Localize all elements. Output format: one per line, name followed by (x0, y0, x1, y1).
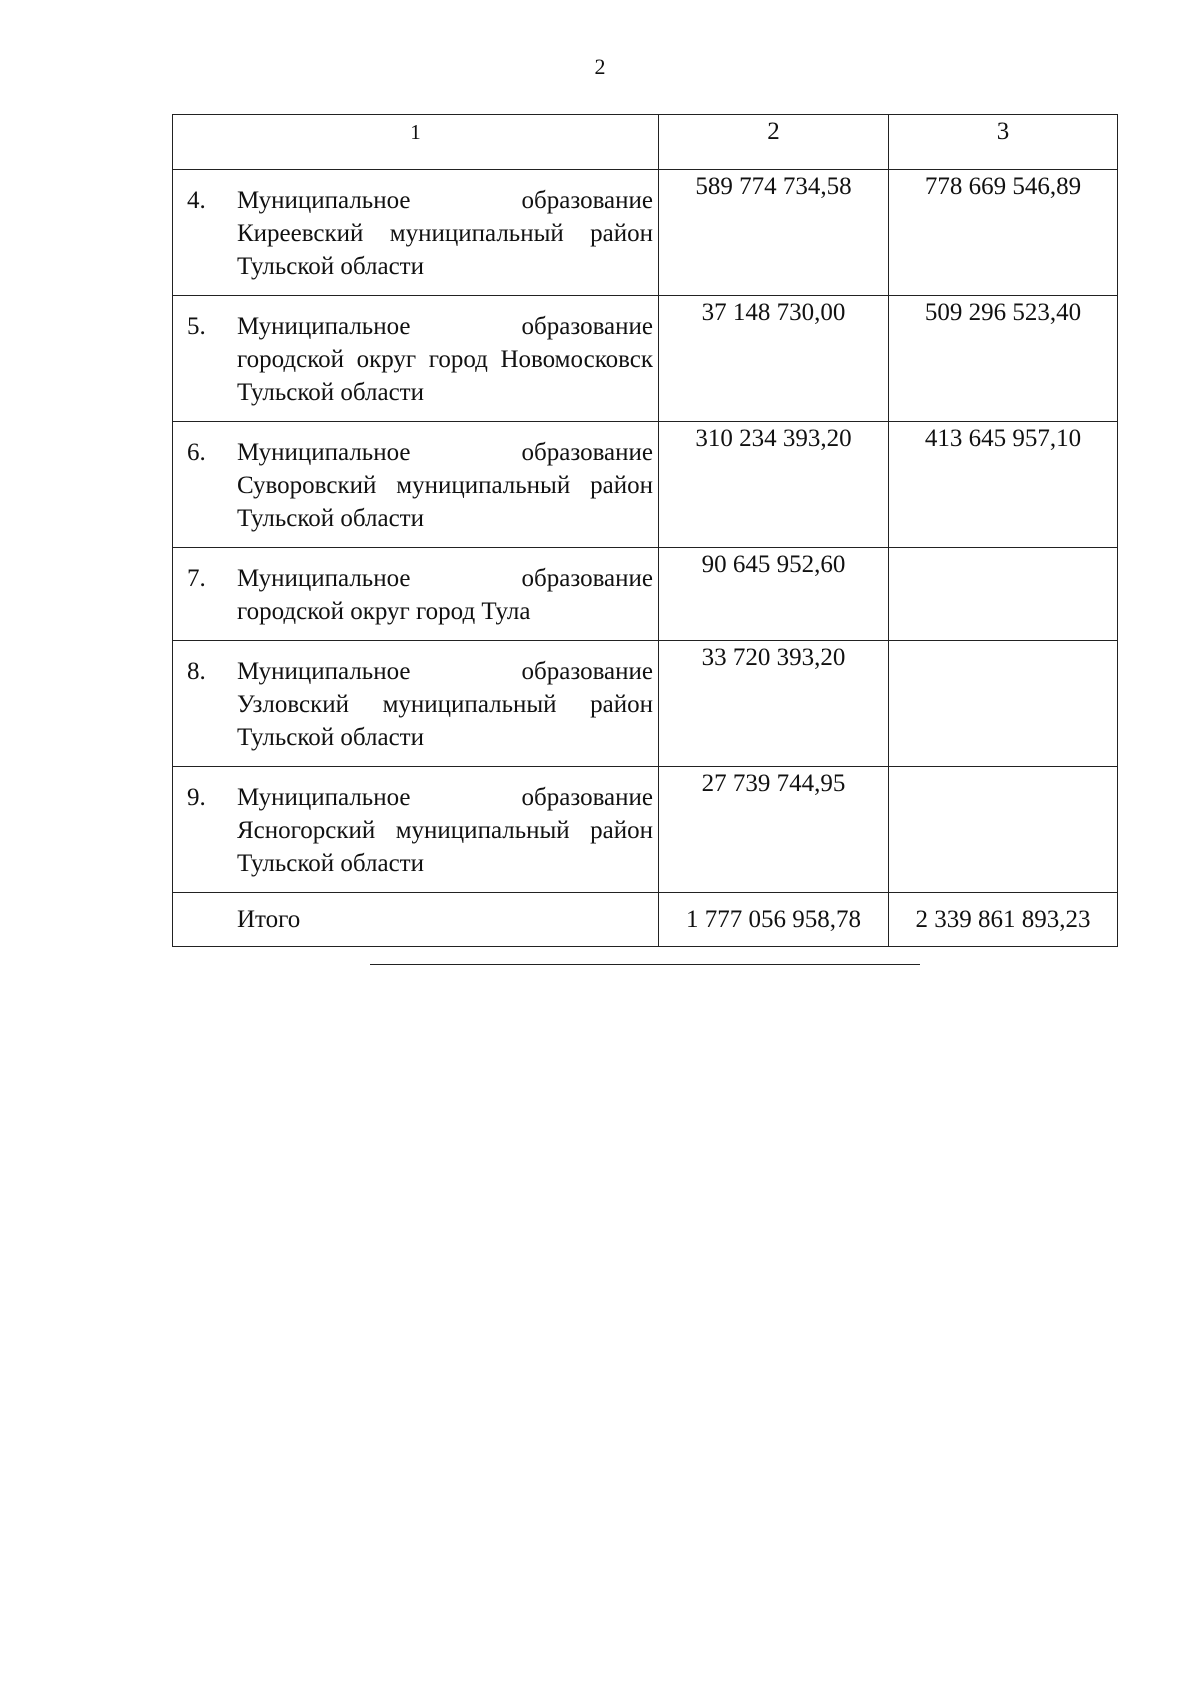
table-row (173, 548, 1118, 641)
table-row (173, 170, 1118, 296)
row-number: 4. (187, 187, 206, 214)
row-number: 5. (187, 313, 206, 340)
table-row (173, 641, 1118, 767)
value-col3: 778 669 546,89 (889, 170, 1118, 296)
value-col3 (889, 548, 1118, 641)
municipality-name: Муниципальное образование Узловский муниципальный район Тульской области (237, 658, 653, 751)
value-col2: 589 774 734,58 (659, 170, 889, 296)
name-cell (173, 548, 659, 641)
name-cell (173, 296, 659, 422)
row-number-empty (187, 903, 237, 936)
header-cell-2: 2 (659, 115, 889, 170)
value-col2: 90 645 952,60 (659, 548, 889, 641)
table-row (173, 767, 1118, 893)
row-number: 7. (187, 565, 206, 592)
municipality-name: Муниципальное образование Киреевский муниципальный район Тульской области (237, 187, 653, 280)
header-cell-3: 3 (889, 115, 1118, 170)
municipality-name: Муниципальное образование Суворовский муниципальный район Тульской области (237, 439, 653, 532)
row-number: 6. (187, 439, 206, 466)
name-cell (173, 170, 659, 296)
total-label-cell (173, 893, 659, 947)
total-col2: 1 777 056 958,78 (659, 893, 889, 947)
table-row (173, 422, 1118, 548)
name-cell (173, 641, 659, 767)
municipality-name: Муниципальное образование Ясногорский муниципальный район Тульской области (237, 784, 653, 877)
name-cell (173, 767, 659, 893)
budget-table (172, 114, 1118, 947)
row-number: 8. (187, 658, 206, 685)
municipality-name: Муниципальное образование городской округ город Новомосковск Тульской области (237, 313, 653, 406)
page-number: 2 (594, 54, 606, 79)
value-col2: 37 148 730,00 (659, 296, 889, 422)
value-col2: 33 720 393,20 (659, 641, 889, 767)
total-col3: 2 339 861 893,23 (889, 893, 1118, 947)
table-row (173, 296, 1118, 422)
municipality-name: Муниципальное образование городской округ город Тула (237, 565, 653, 625)
total-label: Итого (237, 906, 301, 933)
value-col3 (889, 641, 1118, 767)
total-row (173, 893, 1118, 947)
header-cell-1: 1 (173, 115, 659, 170)
value-col3: 509 296 523,40 (889, 296, 1118, 422)
value-col2: 27 739 744,95 (659, 767, 889, 893)
value-col3: 413 645 957,10 (889, 422, 1118, 548)
closing-line (370, 964, 920, 965)
value-col2: 310 234 393,20 (659, 422, 889, 548)
row-number: 9. (187, 784, 206, 811)
name-cell (173, 422, 659, 548)
table-header-row (173, 115, 1118, 170)
value-col3 (889, 767, 1118, 893)
